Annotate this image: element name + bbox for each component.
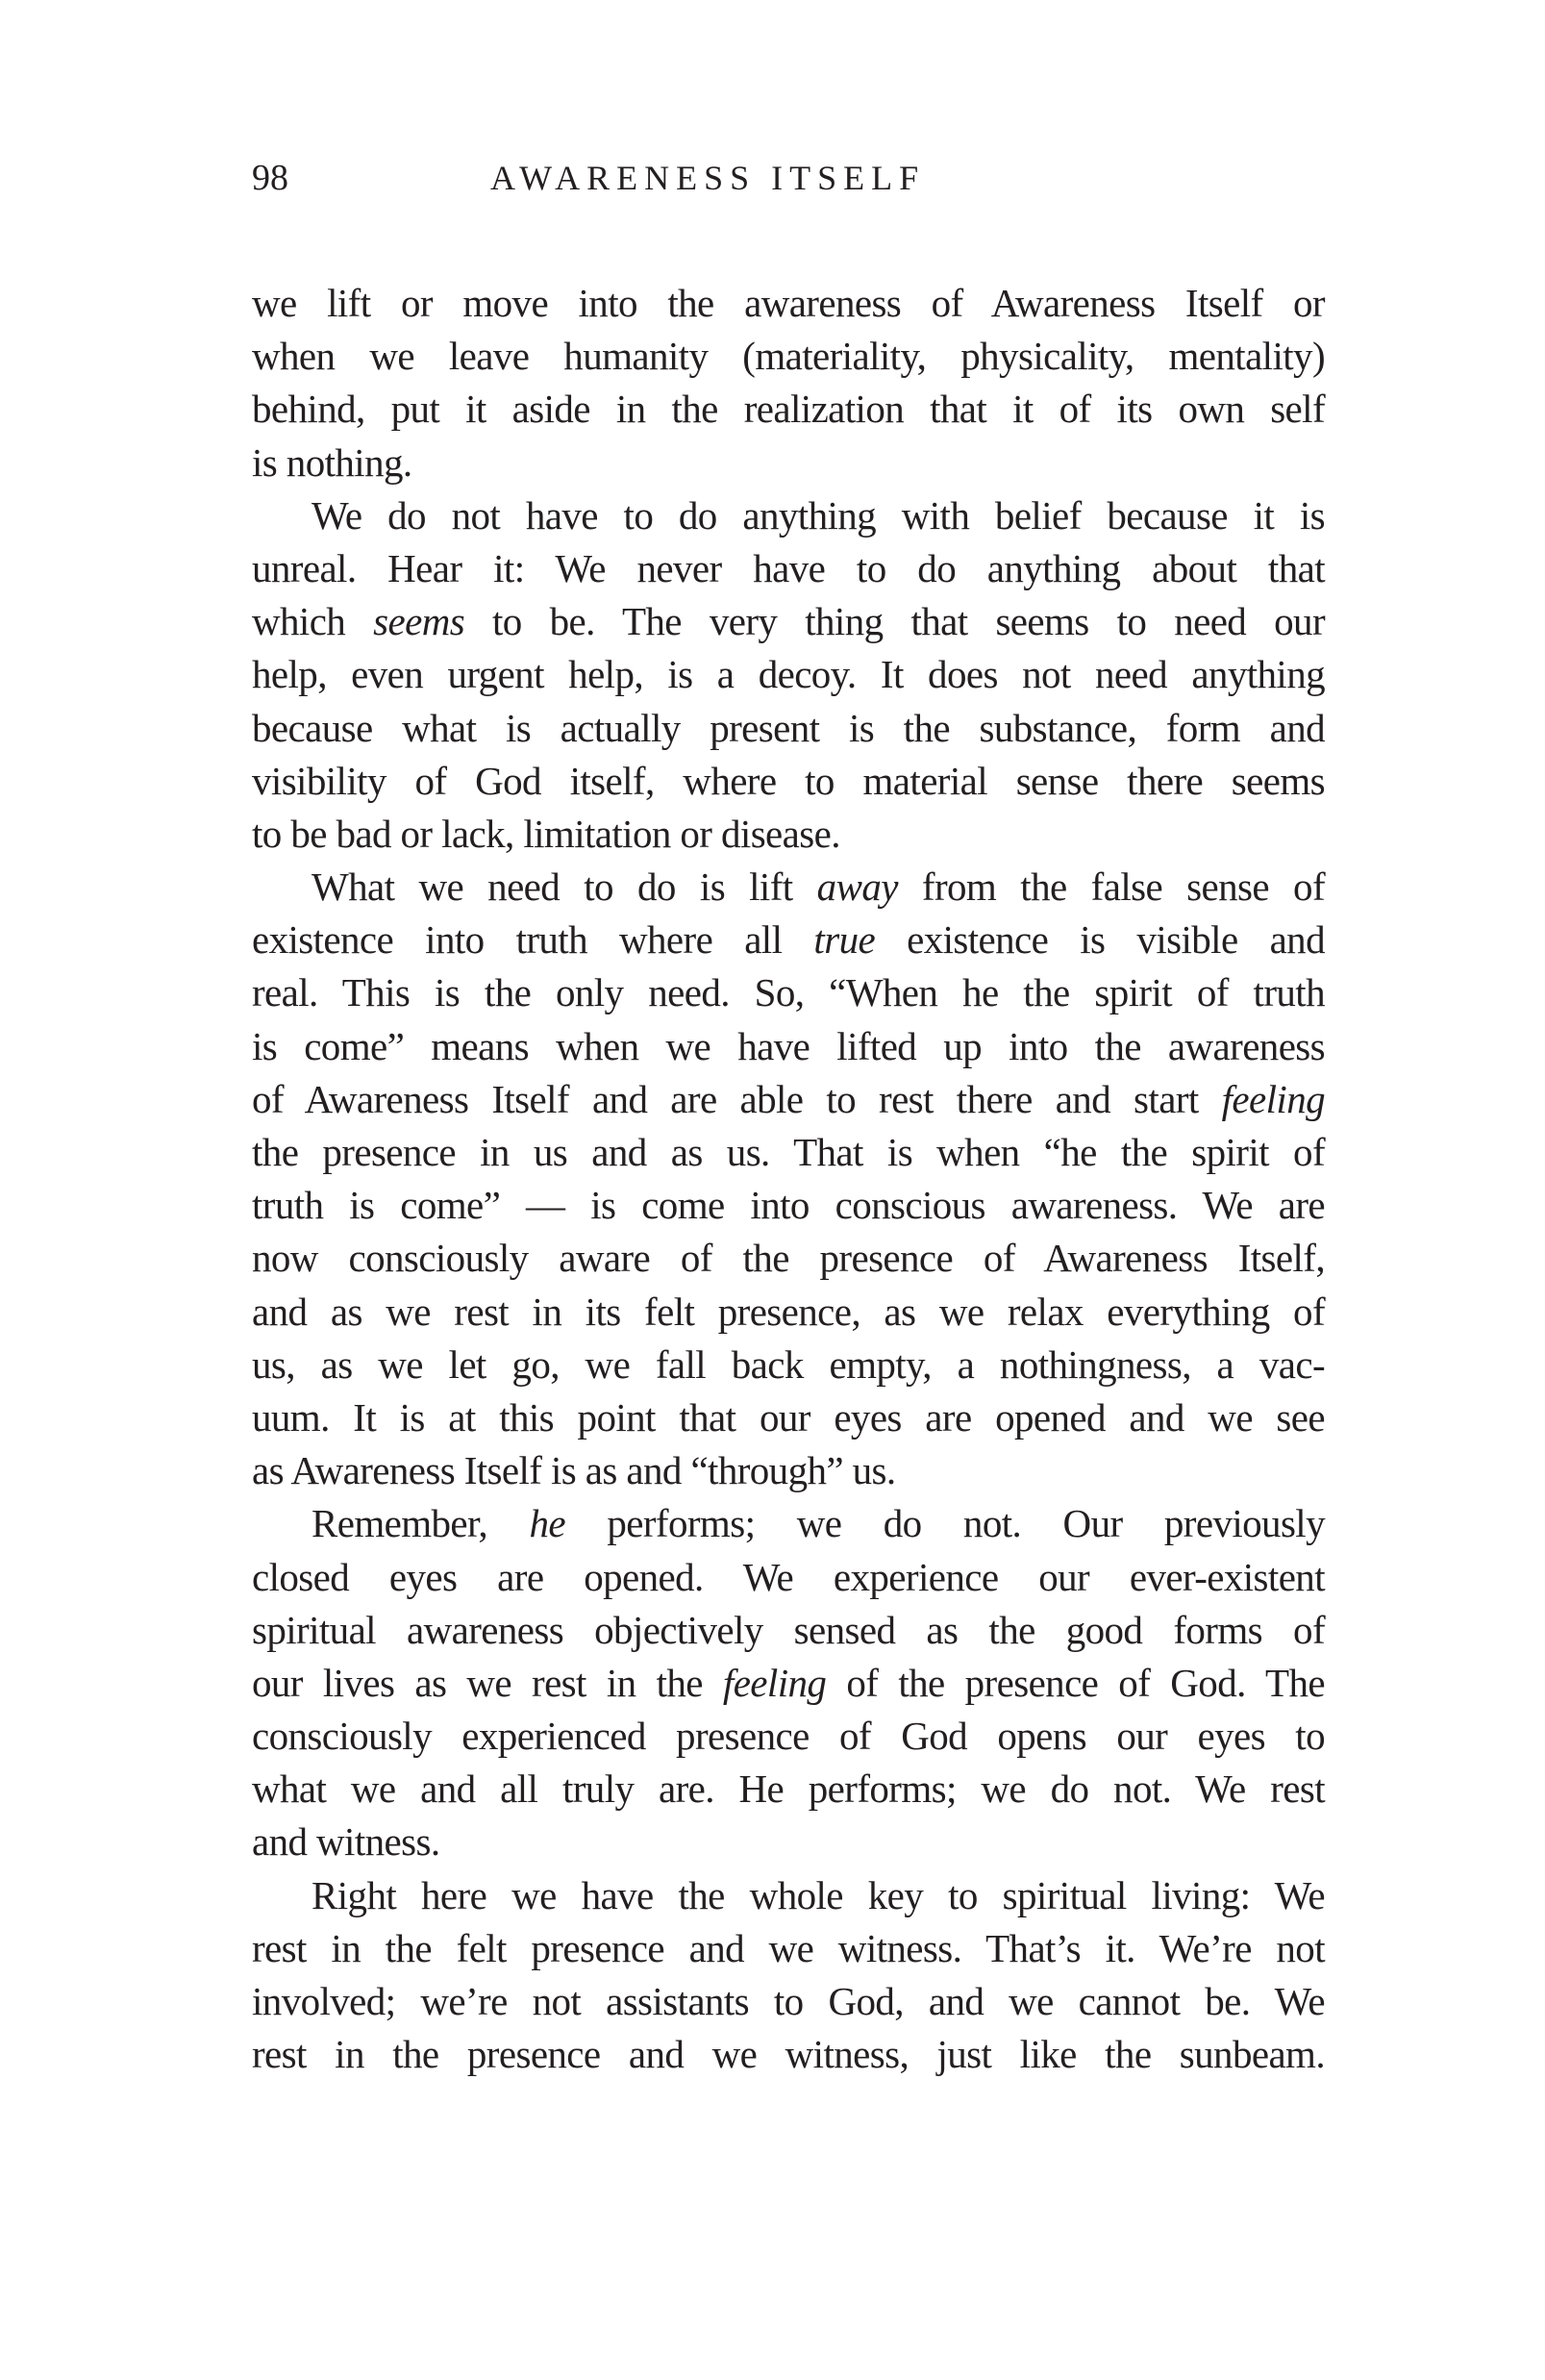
line-text-pre: which [252,599,374,644]
text-line [252,1604,1325,1657]
text-line [252,1551,1325,1604]
line-text: visibility of God itself, where to material sense there seems [252,758,1325,803]
line-text-post: existence is visible and [875,917,1325,963]
line-text: involved; we’re not assistants to God, and we cannot be. We [252,1979,1325,2023]
line-text-post: from the false sense of [897,864,1326,910]
page-header [252,154,1325,202]
line-text: help, even urgent help, is a decoy. It does not need anything [252,652,1325,697]
italic-emphasis: feeling [722,1660,827,1705]
text-line [252,966,1325,1019]
text-line [252,914,1325,966]
line-text: now consciously aware of the presence of Awareness Itself, [252,1236,1325,1281]
italic-emphasis: feeling [1221,1076,1325,1121]
line-text: We do not have to do anything with belief because it is [311,492,1325,538]
line-text: behind, put it aside in the realization that it of its own self [252,387,1325,432]
text-line [252,1657,1325,1710]
line-text: real. This is the only need. So, “When he the spirit of truth [252,970,1325,1015]
italic-emphasis: seems [373,599,465,644]
line-text-post: performs; we do not. Our previously [564,1501,1325,1546]
line-text-pre: of Awareness Itself and are able to rest there and start [252,1076,1222,1121]
line-text: and witness. [252,1819,440,1865]
text-line [252,861,1325,914]
line-text-post: of the presence of God. The [826,1660,1325,1705]
text-line [252,1763,1325,1816]
text-line [252,1391,1325,1444]
line-text: uum. It is at this point that our eyes are opened and we see [252,1394,1325,1440]
text-line [252,2028,1325,2081]
text-line [252,1869,1325,1922]
page-number: 98 [252,158,288,198]
text-line [252,702,1325,755]
line-text-pre: existence into truth where all [252,917,814,963]
text-line [252,437,1325,489]
text-line [252,755,1325,808]
text-line [252,489,1325,542]
text-line [252,648,1325,701]
text-line [252,1710,1325,1763]
line-text: spiritual awareness objectively sensed as the good forms of [252,1607,1325,1652]
line-text: as Awareness Itself is as and “through” us. [252,1448,896,1493]
text-line [252,1444,1325,1497]
line-text: closed eyes are opened. We experience our ever-existent [252,1554,1325,1599]
text-line [252,1126,1325,1179]
running-head: AWARENESS ITSELF [490,159,926,197]
text-line [252,277,1325,330]
text-line [252,1286,1325,1339]
line-text: consciously experienced presence of God opens our eyes to [252,1714,1325,1759]
line-text: when we leave humanity (materiality, physicality, mentality) [252,334,1325,379]
line-text: Right here we have the whole key to spiritual living: We [311,1872,1325,1917]
text-line [252,595,1325,648]
line-text: rest in the felt presence and we witness. That’s it. We’re not [252,1925,1325,1970]
text-line [252,330,1325,383]
line-text: the presence in us and as us. That is when “he the spirit of [252,1130,1325,1174]
text-line [252,383,1325,436]
italic-emphasis: true [813,917,876,963]
line-text: what we and all truly are. He performs; we do not. We rest [252,1766,1325,1812]
line-text: because what is actually present is the substance, form and [252,705,1325,750]
body-text [252,277,1325,2081]
text-line [252,808,1325,861]
line-text: rest in the presence and we witness, just like the sunbeam. [252,2032,1325,2077]
line-text-pre: Remember, [311,1501,530,1546]
text-line [252,1232,1325,1285]
text-line [252,1073,1325,1126]
line-text: is come” means when we have lifted up into the awareness [252,1023,1325,1068]
text-line [252,1339,1325,1391]
text-line [252,542,1325,595]
line-text: and as we rest in its felt presence, as we relax everything of [252,1289,1325,1334]
line-text: unreal. Hear it: We never have to do anything about that [252,545,1325,590]
line-text: is nothing. [252,439,412,485]
line-text: to be bad or lack, limitation or disease. [252,811,840,856]
italic-emphasis: he [529,1501,565,1546]
text-line [252,1497,1325,1550]
text-line [252,1922,1325,1975]
text-line [252,1179,1325,1232]
line-text-pre: our lives as we rest in the [252,1660,723,1705]
text-line [252,1975,1325,2028]
line-text-post: to be. The very thing that seems to need our [464,599,1325,644]
line-text-pre: What we need to do is lift [311,864,817,910]
text-line [252,1020,1325,1073]
text-line [252,1816,1325,1868]
line-text: us, as we let go, we fall back empty, a nothingness, a vac- [252,1341,1325,1387]
line-text: truth is come” — is come into conscious awareness. We are [252,1183,1325,1228]
italic-emphasis: away [816,864,898,910]
line-text: we lift or move into the awareness of Awareness Itself or [252,281,1325,325]
